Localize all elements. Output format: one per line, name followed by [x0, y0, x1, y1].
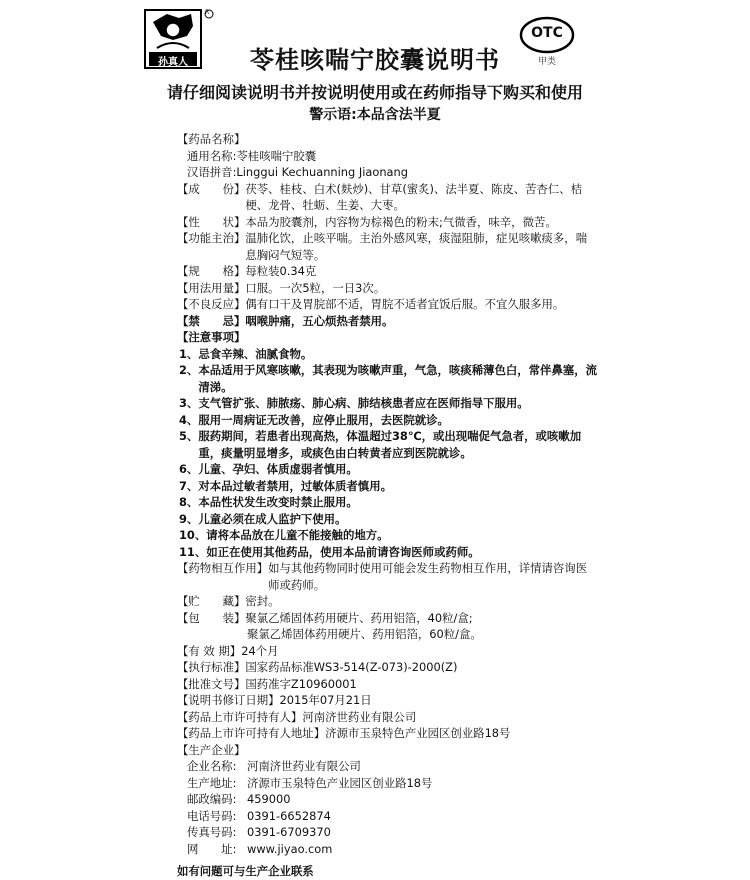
precaution-number: 9、 [179, 511, 199, 526]
validity-value: 24个月 [241, 643, 279, 658]
spec-value: 每粒装0.34克 [245, 264, 317, 278]
validity-row [177, 643, 597, 660]
standard-label: 【执行标准】 [177, 660, 246, 674]
postcode-value: 459000 [247, 792, 291, 806]
precaution-text: 儿童必须在成人监护下使用。 [198, 511, 347, 526]
phone-value: 0391-6652874 [247, 808, 331, 823]
adverse-value: 偶有口干及胃脘部不适，胃脘不适者宜饭后服。不宜久服多用。 [245, 297, 565, 311]
revision-value: 2015年07月21日 [279, 693, 372, 707]
character-label: 【性 状】 [177, 214, 246, 229]
revision-label: 【说明书修订日期】 [177, 693, 280, 707]
holder-row [177, 709, 597, 726]
pinyin-value: Linggui Kechuanning Jiaonang [236, 165, 408, 179]
otc-label: OTC [531, 25, 563, 41]
precautions-label: 【注意事项】 [177, 330, 246, 344]
precaution-text: 忌食辛辣、油腻食物。 [198, 346, 313, 361]
indications-row [177, 230, 597, 263]
postcode-row [177, 791, 597, 808]
precaution-text: 服用一周病证无改善，应停止服用，去医院就诊。 [198, 412, 449, 427]
storage-label: 【贮 藏】 [177, 594, 246, 608]
approval-label: 【批准文号】 [177, 676, 246, 691]
contra-row [177, 313, 597, 330]
indications-label: 【功能主治】 [177, 231, 246, 245]
postcode-label: 邮政编码: [187, 792, 237, 806]
precaution-item [179, 362, 597, 395]
precaution-item [179, 346, 597, 363]
precaution-text: 如正在使用其他药品，使用本品前请咨询医师或药师。 [206, 544, 480, 559]
interaction-row [177, 560, 597, 593]
precaution-text: 支气管扩张、肺脓疡、肺心病、肺结核患者应在医师指导下服用。 [198, 396, 529, 410]
precaution-number: 5、 [179, 429, 199, 443]
warning-text: 警示语:本品含法半夏 [309, 107, 441, 123]
package-row-2 [177, 626, 597, 643]
manufacturer-label: 【生产企业】 [177, 742, 246, 757]
spec-label: 【规 格】 [177, 264, 246, 278]
spec-row [177, 263, 597, 280]
precaution-number: 11、 [179, 544, 207, 559]
precaution-item [179, 461, 597, 478]
ingredients-value: 茯苓、桂枝、白术(麸炒)、甘草(蜜炙)、法半夏、陈皮、苦杏仁、桔梗、龙骨、牡蛎、生姜、大枣。 [245, 181, 583, 212]
precaution-item [179, 511, 597, 528]
holder-address-label: 【药品上市许可持有人地址】 [177, 726, 326, 740]
precaution-text: 本品性状发生改变时禁止服用。 [198, 495, 358, 509]
storage-value: 密封。 [245, 594, 280, 608]
precaution-number: 2、 [179, 363, 199, 377]
fax-row [177, 824, 597, 841]
precaution-list [177, 346, 597, 561]
phone-row [177, 808, 597, 825]
precaution-item [179, 527, 597, 544]
standard-row [177, 659, 597, 676]
adverse-row [177, 296, 597, 313]
common-name-label: 通用名称: [187, 148, 237, 163]
holder-value: 河南济世药业有限公司 [302, 709, 417, 724]
precaution-text: 请将本品放在儿童不能接触的地方。 [206, 528, 389, 542]
address-row [177, 775, 597, 792]
storage-row [177, 593, 597, 610]
company-name-value: 河南济世药业有限公司 [247, 759, 361, 773]
package-row [177, 610, 597, 627]
page-title: 苓桂咳喘宁胶囊说明书 [250, 46, 500, 74]
usage-value: 口服。一次5粒，一日3次。 [245, 280, 386, 295]
precaution-number: 1、 [179, 346, 199, 361]
precaution-number: 3、 [179, 396, 199, 410]
precaution-number: 8、 [179, 495, 199, 509]
precaution-text: 对本品过敏者禁用，过敏体质者慎用。 [198, 478, 392, 493]
logo-text: 孙真人 [158, 57, 188, 68]
usage-row [177, 280, 597, 297]
common-name-value: 苓桂咳喘宁胶囊 [236, 148, 317, 163]
adverse-label: 【不良反应】 [177, 297, 246, 311]
contra-label: 【禁 忌】 [177, 313, 246, 328]
approval-value: 国药准字Z10960001 [245, 676, 357, 691]
ingredients-row [177, 181, 597, 214]
otc-category: 甲类 [537, 57, 556, 67]
website-row [177, 841, 597, 858]
company-info [177, 758, 597, 857]
approval-row [177, 676, 597, 693]
precaution-number: 4、 [179, 412, 199, 427]
pinyin-row [177, 164, 597, 181]
precaution-number: 6、 [179, 462, 199, 476]
drug-name-label: 【药品名称】 [177, 132, 246, 146]
indications-value: 温肺化饮，止咳平喘。主治外感风寒，痰湿阻肺，症见咳嗽痰多，喘息胸闷气短等。 [245, 231, 588, 262]
company-name-label: 企业名称: [187, 759, 237, 773]
website-value: www.jiyao.com [247, 841, 333, 856]
standard-value: 国家药品标准WS3-514(Z-073)-2000(Z) [245, 660, 458, 674]
interaction-value: 如与其他药物同时使用可能会发生药物相互作用，详情请咨询医师或药师。 [268, 561, 588, 592]
validity-label: 【有 效 期】 [177, 643, 242, 658]
precaution-number: 7、 [179, 478, 199, 493]
package-value-1: 聚氯乙烯固体药用硬片、药用铝箔，40粒/盒; [245, 610, 473, 625]
fax-label: 传真号码: [187, 825, 237, 839]
precaution-item [179, 412, 597, 429]
precaution-text: 本品适用于风寒咳嗽，其表现为咳嗽声重，气急，咳痰稀薄色白，常伴鼻塞，流清涕。 [198, 363, 598, 394]
precaution-item [179, 395, 597, 412]
character-row [177, 214, 597, 231]
address-value: 济源市玉泉特色产业园区创业路18号 [247, 775, 433, 790]
address-label: 生产地址: [187, 775, 237, 790]
precautions-section [177, 329, 597, 346]
precaution-item [179, 478, 597, 495]
website-label: 网 址: [187, 841, 237, 856]
precaution-number: 10、 [179, 528, 207, 542]
precaution-item [179, 494, 597, 511]
precaution-item [179, 428, 597, 461]
fax-value: 0391-6709370 [247, 825, 331, 839]
package-label: 【包 装】 [177, 610, 246, 625]
revision-row [177, 692, 597, 709]
drug-name-section [177, 131, 597, 148]
package-value-2: 聚氯乙烯固体药用硬片、药用铝箔，60粒/盒。 [247, 627, 482, 641]
contra-value: 咽喉肿痛，五心烦热者禁用。 [245, 313, 394, 328]
registered-mark: R [205, 9, 210, 16]
ingredients-label: 【成 份】 [177, 181, 246, 196]
phone-label: 电话号码: [187, 808, 237, 823]
subtitle: 请仔细阅读说明书并按说明使用或在药师指导下购买和使用 [166, 83, 583, 102]
usage-label: 【用法用量】 [177, 280, 246, 295]
holder-address-row [177, 725, 597, 742]
pinyin-label: 汉语拼音: [187, 165, 237, 179]
interaction-label: 【药物相互作用】 [177, 561, 269, 575]
precaution-item [179, 544, 597, 561]
holder-address-value: 济源市玉泉特色产业园区创业路18号 [325, 726, 511, 740]
footer-note: 如有问题可与生产企业联系 [177, 864, 314, 878]
common-name-row [177, 148, 597, 165]
leaflet-body [177, 131, 597, 880]
character-value: 本品为胶囊剂，内容物为棕褐色的粉末;气微香，味辛，微苦。 [245, 214, 557, 229]
precaution-text: 服药期间，若患者出现高热，体温超过38℃，或出现喘促气急者，或咳嗽加重，痰量明显增多，或痰色由白转黄者应到医院就诊。 [198, 429, 582, 460]
company-name-row [177, 758, 597, 775]
precaution-text: 儿童、孕妇、体质虚弱者慎用。 [198, 462, 358, 476]
holder-label: 【药品上市许可持有人】 [177, 709, 303, 724]
